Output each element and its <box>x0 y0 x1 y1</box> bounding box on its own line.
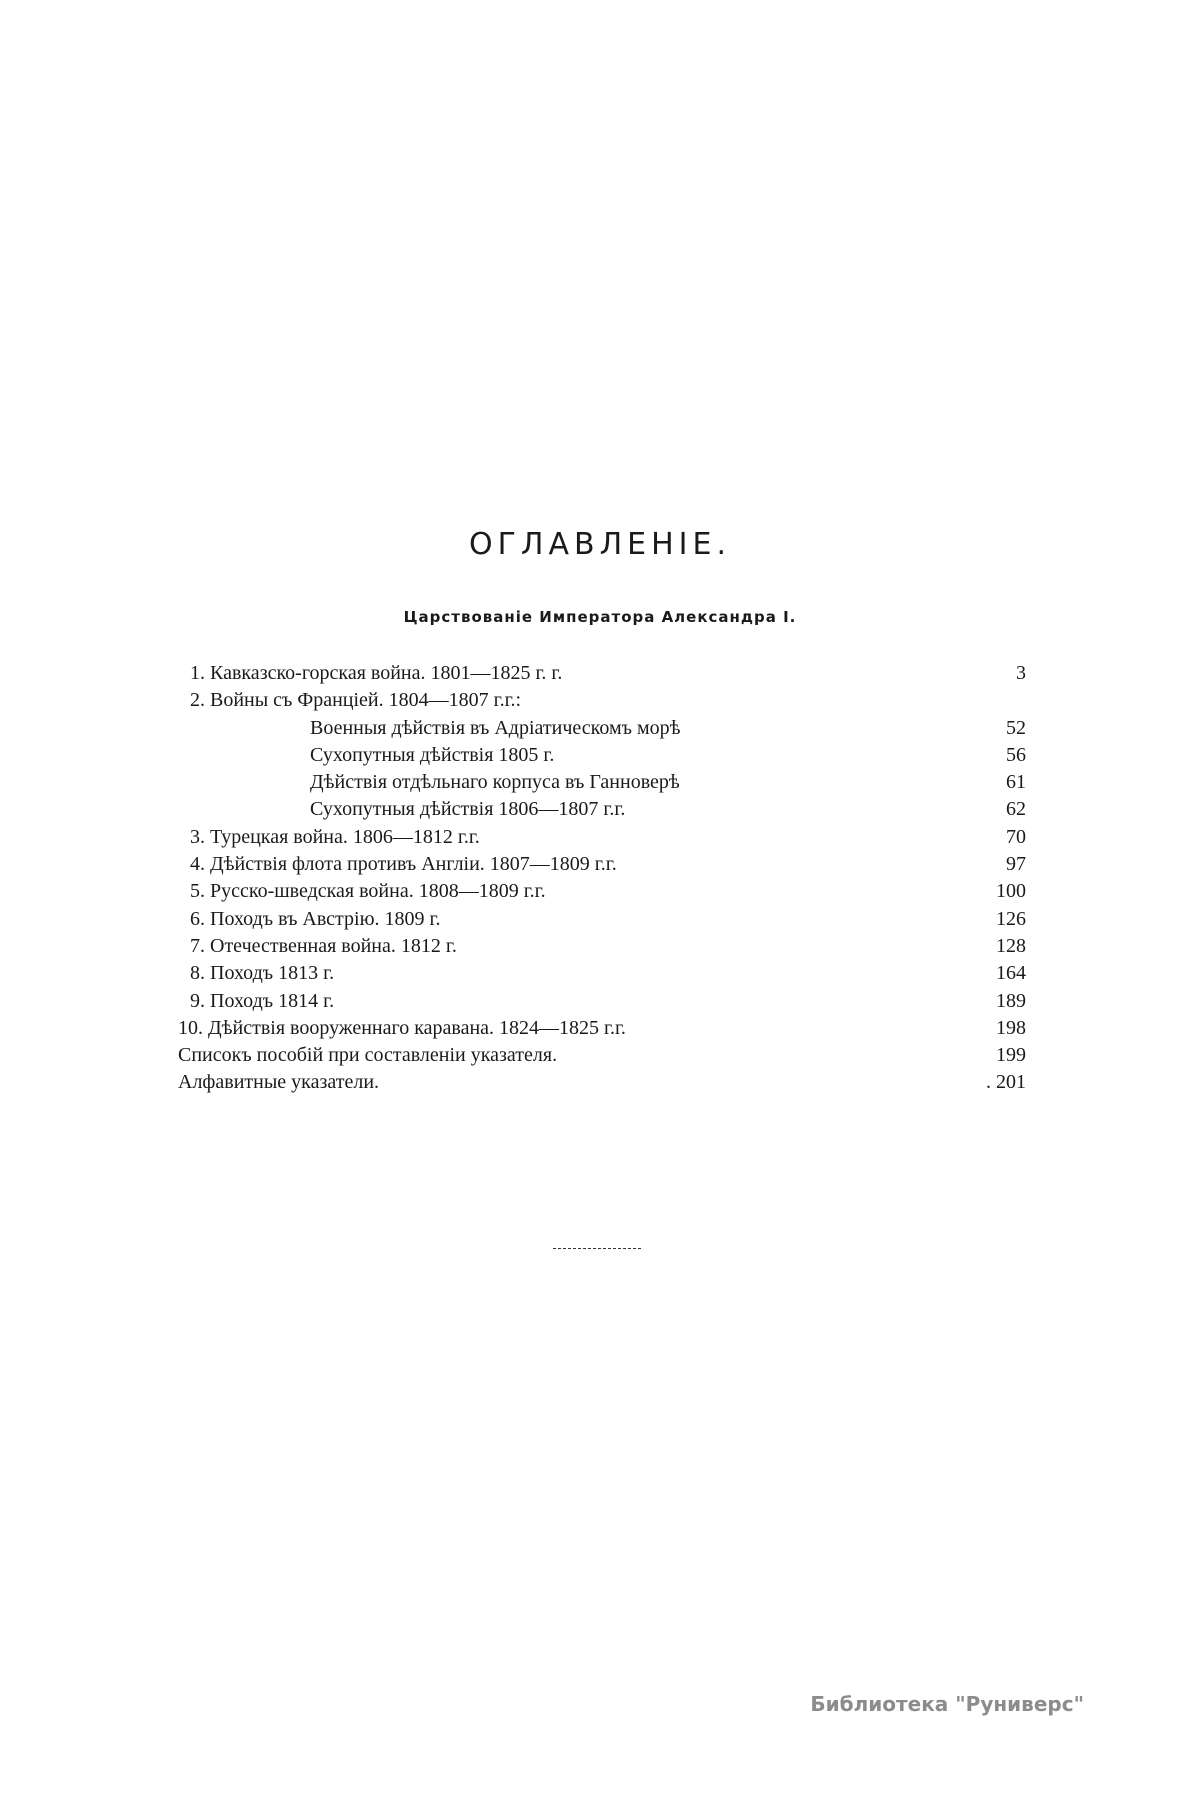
toc-entry-label: 9. Походъ 1814 г. <box>190 989 335 1012</box>
toc-entry <box>176 769 1026 796</box>
toc-entry-page-number: 198 <box>996 1016 1026 1039</box>
toc-entry <box>176 1042 1026 1069</box>
toc-entry-page-number: 100 <box>996 880 1026 903</box>
toc-entry-page-number: 62 <box>1006 798 1026 821</box>
section-subtitle: Царствованіе Императора Александра I. <box>403 608 797 626</box>
toc-entry-label: Сухопутныя дѣйствія 1806—1807 г.г. <box>310 798 626 821</box>
toc-entry-page-number: 126 <box>996 907 1026 930</box>
toc-entry <box>176 715 1026 742</box>
toc-entry-page-number: 97 <box>1006 853 1026 876</box>
toc-entry-label: 10. Дѣйствія вооруженнаго каравана. 1824—1825 г.г. <box>178 1016 626 1039</box>
toc-entry-page-number: . 201 <box>986 1071 1026 1094</box>
toc-entry-label: Списокъ пособій при составленіи указателя. <box>178 1044 558 1067</box>
toc-entry <box>176 960 1026 987</box>
page-title: ОГЛАВЛЕНIЕ. <box>469 527 731 562</box>
toc-entry-page-number: 199 <box>996 1044 1026 1067</box>
toc-entry-label: 4. Дѣйствія флота противъ Англіи. 1807—1809 г.г. <box>190 853 617 876</box>
toc-entry-page-number: 128 <box>996 934 1026 957</box>
toc-entry <box>176 878 1026 905</box>
toc-entry-label: Алфавитные указатели. <box>178 1071 380 1094</box>
toc-entry <box>176 851 1026 878</box>
toc-entry-label: 2. Войны съ Франціей. 1804—1807 г.г.: <box>190 689 522 712</box>
toc-entry <box>176 933 1026 960</box>
toc-entry-page-number: 52 <box>1006 716 1026 739</box>
toc-entry-label: 6. Походъ въ Австрію. 1809 г. <box>190 907 441 930</box>
toc-entry <box>176 796 1026 823</box>
toc-entry-label: 7. Отечественная война. 1812 г. <box>190 934 457 957</box>
table-of-contents <box>176 660 1026 1097</box>
toc-entry <box>176 988 1026 1015</box>
toc-entry-label: 3. Турецкая война. 1806—1812 г.г. <box>190 825 480 848</box>
toc-entry-page-number: 56 <box>1006 743 1026 766</box>
toc-entry <box>176 1069 1026 1096</box>
toc-entry <box>176 906 1026 933</box>
toc-entry-page-number: 164 <box>996 962 1026 985</box>
toc-entry <box>176 824 1026 851</box>
end-divider <box>553 1248 641 1249</box>
toc-entry-page-number: 189 <box>996 989 1026 1012</box>
toc-entry <box>176 660 1026 687</box>
toc-entry <box>176 687 1026 714</box>
toc-entry-label: Дѣйствія отдѣльнаго корпуса въ Ганноверѣ <box>310 771 680 794</box>
toc-entry-page-number: 61 <box>1006 771 1026 794</box>
toc-entry <box>176 742 1026 769</box>
toc-entry-page-number: 70 <box>1006 825 1026 848</box>
toc-entry <box>176 1015 1026 1042</box>
toc-entry-label: Военныя дѣйствія въ Адріатическомъ морѣ <box>310 716 681 739</box>
toc-entry-label: 1. Кавказско-горская война. 1801—1825 г. г. <box>190 662 563 684</box>
toc-entry-label: Сухопутныя дѣйствія 1805 г. <box>310 743 555 766</box>
toc-entry-page-number: 3 <box>1016 662 1026 684</box>
library-watermark: Библиотека "Руниверс" <box>810 1692 1084 1716</box>
toc-entry-label: 8. Походъ 1813 г. <box>190 962 335 985</box>
toc-entry-label: 5. Русско-шведская война. 1808—1809 г.г. <box>190 880 546 903</box>
